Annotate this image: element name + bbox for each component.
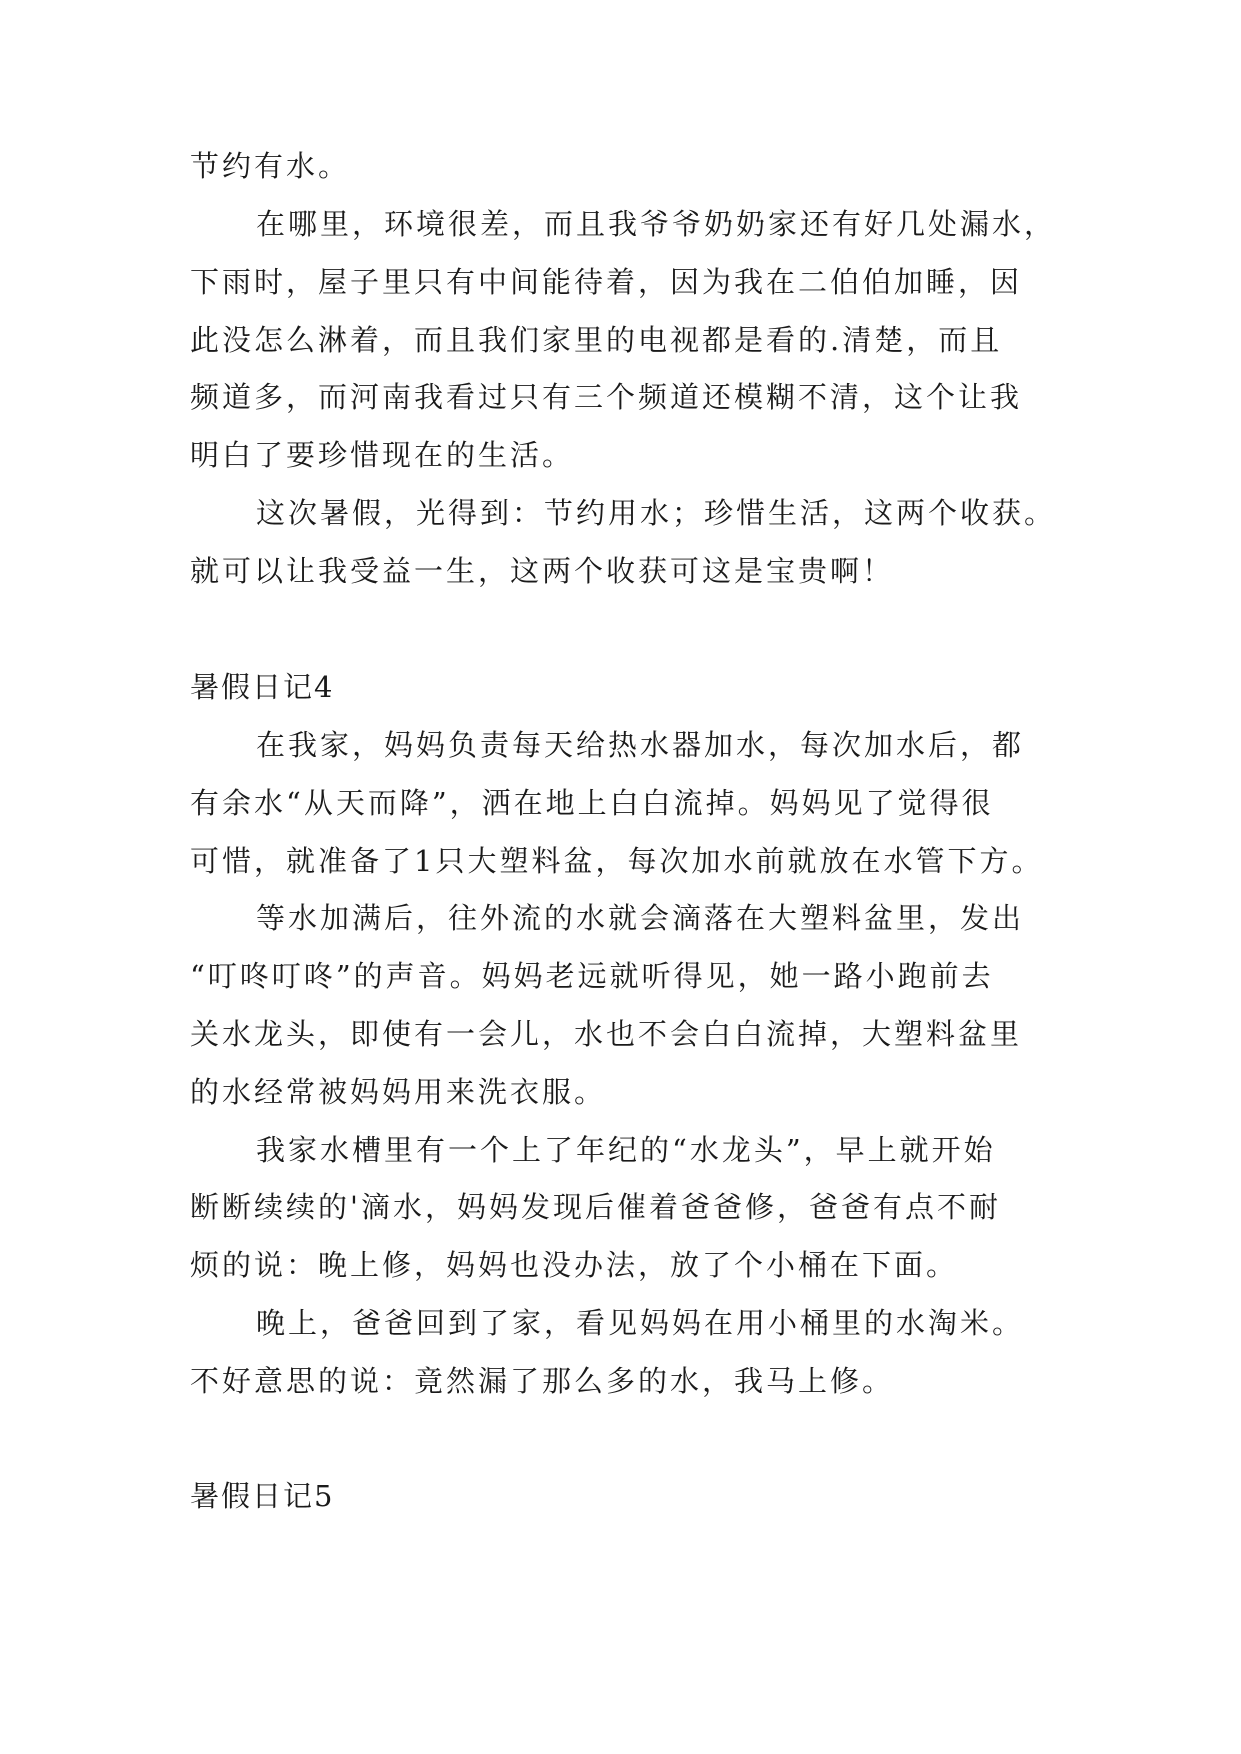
paragraph-line: 不好意思的说：竟然漏了那么多的水，我马上修。 <box>190 1364 895 1398</box>
paragraph-line: 节约有水。 <box>190 149 351 183</box>
paragraph-line: 关水龙头，即使有一会儿，水也不会白白流掉，大塑料盆里 <box>190 1017 1023 1051</box>
paragraph-line: 等水加满后，往外流的水就会滴落在大塑料盆里，发出 <box>256 901 1025 935</box>
paragraph-line: 就可以让我受益一生，这两个收获可这是宝贵啊！ <box>190 554 895 588</box>
paragraph-line: 此没怎么淋着，而且我们家里的电视都是看的.清楚，而且 <box>190 323 1003 357</box>
paragraph-line: 这次暑假，光得到：节约用水；珍惜生活，这两个收获。 <box>256 496 1057 530</box>
paragraph-line: 晚上，爸爸回到了家，看见妈妈在用小桶里的水淘米。 <box>256 1306 1025 1340</box>
paragraph-line: 明白了要珍惜现在的生活。 <box>190 438 575 472</box>
paragraph-line: 频道多，而河南我看过只有三个频道还模糊不清，这个让我 <box>190 380 1023 414</box>
paragraph-line: 断断续续的'滴水，妈妈发现后催着爸爸修，爸爸有点不耐 <box>190 1190 1001 1224</box>
paragraph-line: 在我家，妈妈负责每天给热水器加水，每次加水后，都 <box>256 728 1025 762</box>
paragraph-line: 我家水槽里有一个上了年纪的“水龙头”，早上就开始 <box>256 1133 996 1167</box>
paragraph-line: “叮咚叮咚”的声音。妈妈老远就听得见，她一路小跑前去 <box>190 959 994 993</box>
paragraph-line: 下雨时，屋子里只有中间能待着，因为我在二伯伯加睡，因 <box>190 265 1023 299</box>
paragraph-line: 烦的说：晚上修，妈妈也没办法，放了个小桶在下面。 <box>190 1248 959 1282</box>
section-heading: 暑假日记4 <box>190 670 335 704</box>
paragraph-line: 有余水“从天而降”，洒在地上白白流掉。妈妈见了觉得很 <box>190 786 994 820</box>
paragraph-line: 可惜，就准备了1只大塑料盆，每次加水前就放在水管下方。 <box>190 844 1044 878</box>
paragraph-line: 在哪里，环境很差，而且我爷爷奶奶家还有好几处漏水， <box>256 207 1057 241</box>
section-heading: 暑假日记5 <box>190 1479 335 1513</box>
paragraph-line: 的水经常被妈妈用来洗衣服。 <box>190 1075 607 1109</box>
